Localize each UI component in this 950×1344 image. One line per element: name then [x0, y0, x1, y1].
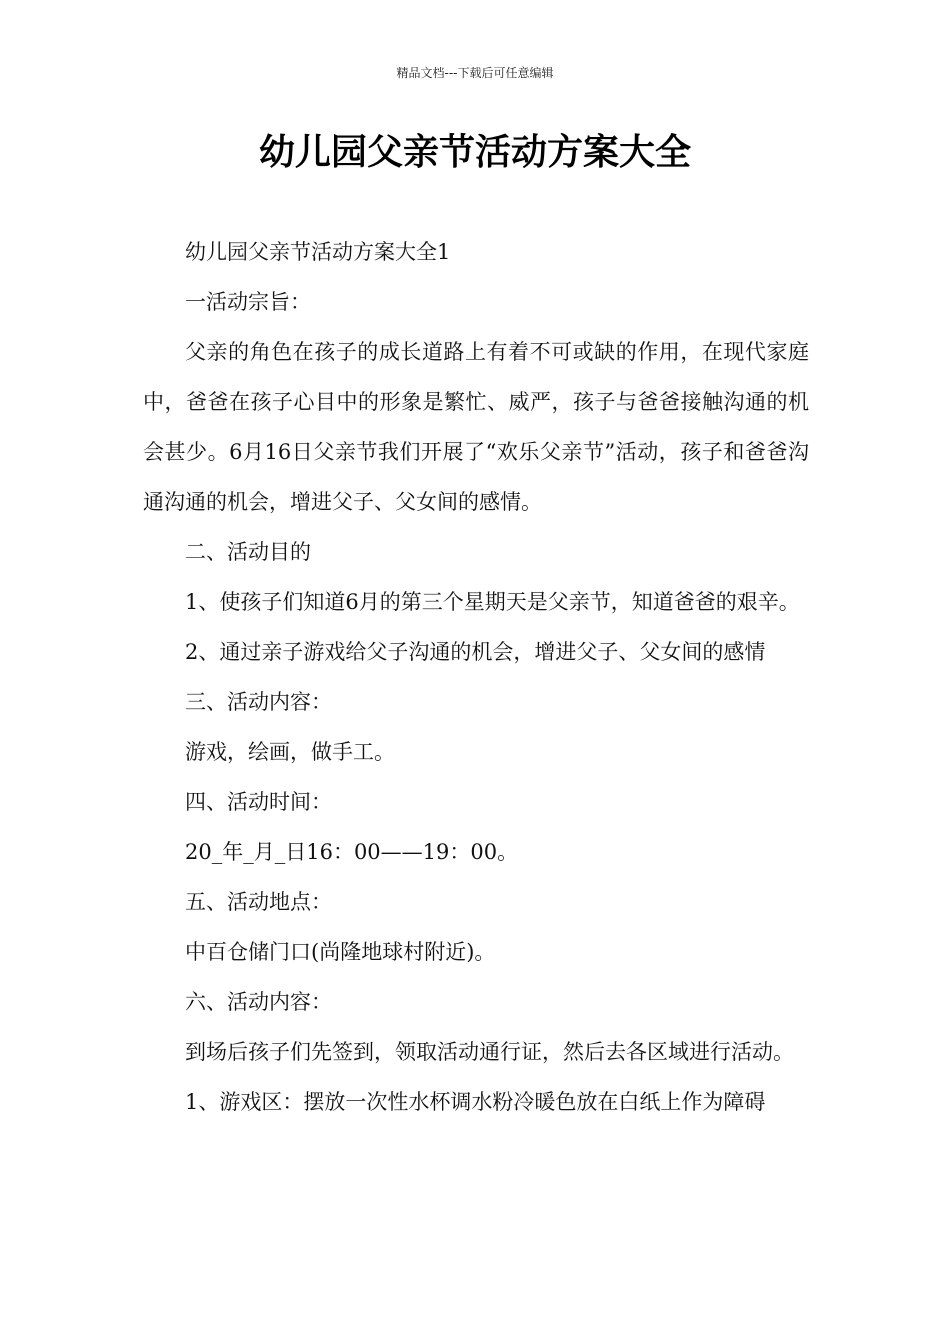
- paragraph-heading-content: 三、活动内容：: [185, 690, 332, 714]
- paragraph-content-body: 游戏，绘画，做手工。: [185, 740, 395, 764]
- paragraph-heading-location: 五、活动地点：: [185, 890, 332, 914]
- document-title: 幼儿园父亲节活动方案大全: [258, 132, 691, 173]
- paragraph-location-body: 中百仓储门口(尚隆地球村附近)。: [185, 940, 496, 964]
- paragraph-heading-goals: 二、活动目的: [185, 540, 311, 564]
- paragraph-activities-body: 到场后孩子们先签到，领取活动通行证，然后去各区域进行活动。: [185, 1040, 794, 1064]
- paragraph-time-body: 20_年_月_日16：00——19：00。: [185, 840, 519, 864]
- paragraph-goal-1: 1、使孩子们知道6月的第三个星期天是父亲节，知道爸爸的艰辛。: [185, 590, 800, 614]
- paragraph-goal-2: 2、通过亲子游戏给父子沟通的机会，增进父子、父女间的感情: [185, 640, 766, 664]
- paragraph-heading-time: 四、活动时间：: [185, 790, 332, 814]
- paragraph-heading-activities: 六、活动内容：: [185, 990, 332, 1014]
- paragraph-heading-purpose: 一活动宗旨：: [185, 290, 311, 314]
- page-header: 精品文档---下载后可任意编辑: [396, 66, 554, 80]
- paragraph-section-title: 幼儿园父亲节活动方案大全1: [185, 240, 451, 264]
- document-body: [143, 227, 809, 1127]
- paragraph-game-area: 1、游戏区：摆放一次性水杯调水粉冷暖色放在白纸上作为障碍: [185, 1090, 766, 1114]
- paragraph-purpose-body: 父亲的角色在孩子的成长道路上有着不可或缺的作用，在现代家庭中，爸爸在孩子心目中的形象是繁忙、威严，孩子与爸爸接触沟通的机会甚少。6月16日父亲节我们开展了“欢乐父亲节”活动，孩子和爸爸沟通沟通的机会，增进父子、父女间的感情。: [143, 340, 809, 514]
